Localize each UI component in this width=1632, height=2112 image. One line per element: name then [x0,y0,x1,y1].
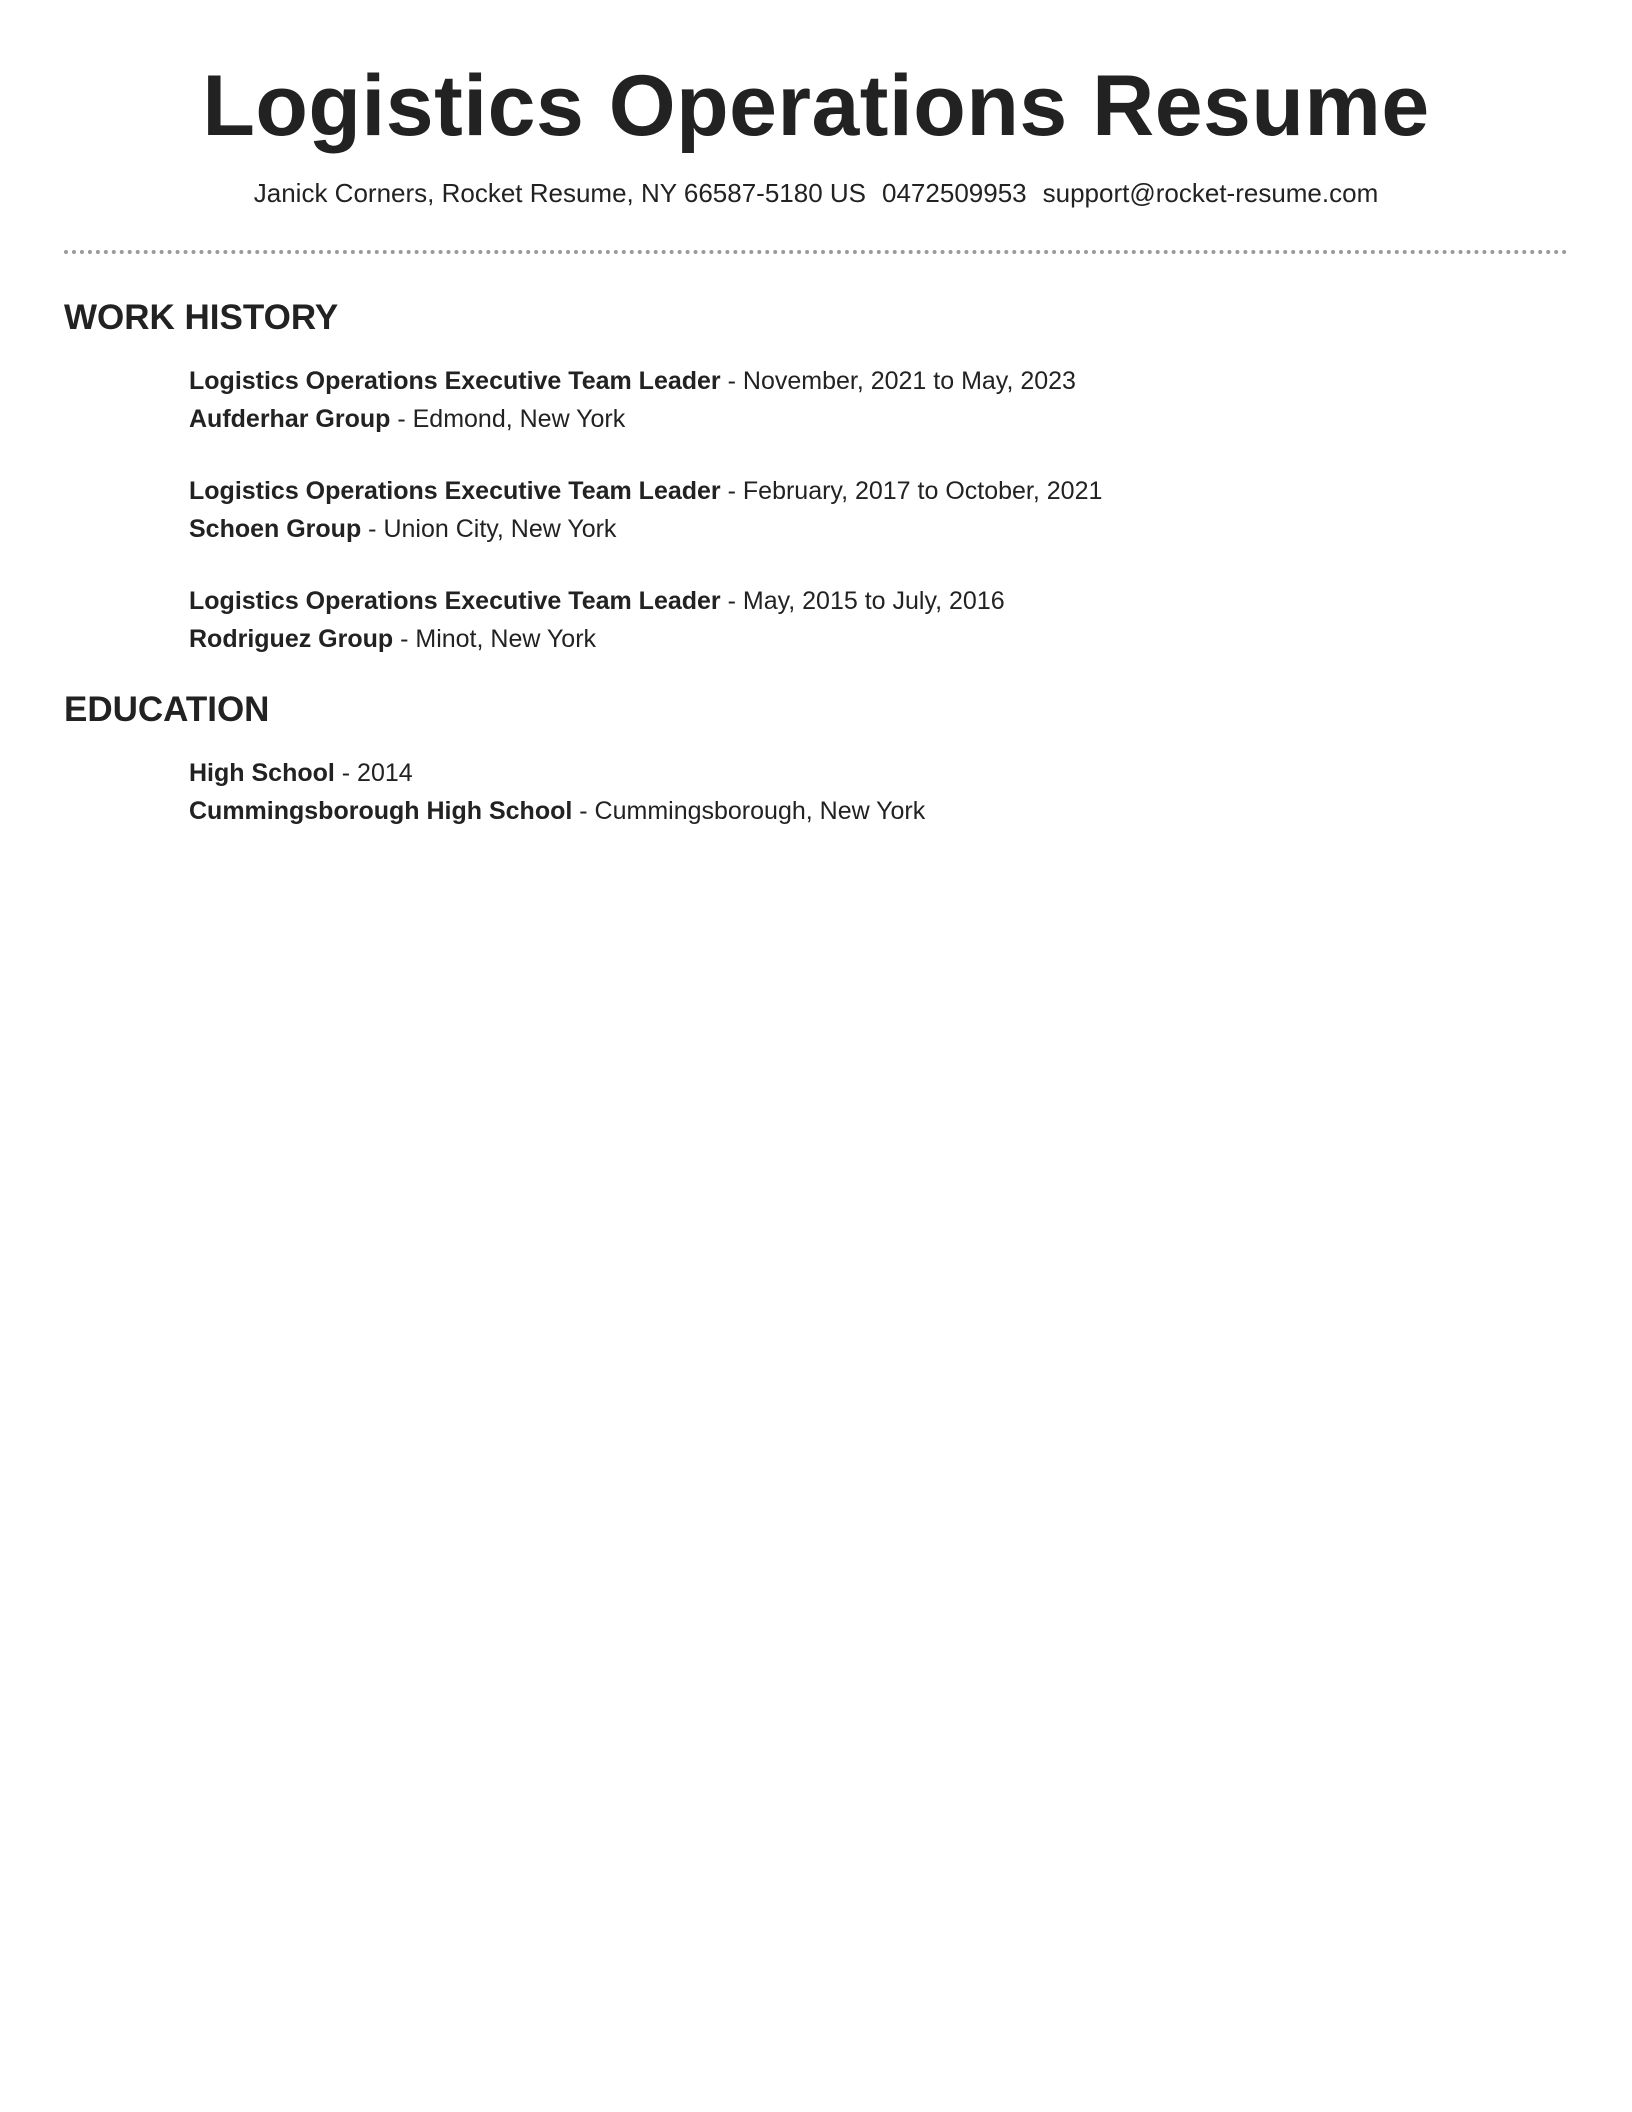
education-degree-line [189,754,1489,792]
work-entry-title-line [189,582,1489,620]
resume-page [64,0,1568,825]
company-location: Edmond, New York [412,405,626,433]
company-location: Union City, New York [383,515,617,543]
separator: - [572,797,595,825]
separator: - [720,587,743,615]
education-school-line [189,792,1489,830]
separator: - [390,405,413,433]
job-dates: May, 2015 to July, 2016 [742,587,1005,615]
work-entry-company-line [189,510,1489,548]
job-dates: February, 2017 to October, 2021 [742,477,1103,505]
job-dates: November, 2021 to May, 2023 [742,367,1076,395]
contact-address: Janick Corners, Rocket Resume, NY 66587-5180 US [253,178,867,208]
education-list [189,754,1489,830]
work-history-list [189,362,1489,658]
contact-line [64,176,1568,210]
company-name: Schoen Group [189,515,362,543]
company-name: Aufderhar Group [189,405,391,433]
work-entry-title-line [189,472,1489,510]
resume-title: Logistics Operations Resume [202,58,1430,154]
contact-email: support@rocket-resume.com [1042,178,1379,208]
work-entry [189,362,1489,438]
contact-phone: 0472509953 [882,178,1027,208]
school-location: Cummingsborough, New York [594,797,926,825]
work-entry-title-line [189,362,1489,400]
graduation-year: 2014 [357,759,413,787]
separator: - [393,625,416,653]
separator: - [720,477,743,505]
job-title: Logistics Operations Executive Team Leader [189,367,721,395]
header-divider [64,250,1568,254]
work-entry-company-line [189,400,1489,438]
work-history-heading: WORK HISTORY [64,298,339,337]
work-entry [189,472,1489,548]
education-heading: EDUCATION [64,690,270,729]
work-entry [189,582,1489,658]
company-location: Minot, New York [415,625,597,653]
company-name: Rodriguez Group [189,625,394,653]
degree: High School [189,759,335,787]
work-entry-company-line [189,620,1489,658]
separator: - [334,759,358,787]
job-title: Logistics Operations Executive Team Leader [189,587,721,615]
school-name: Cummingsborough High School [189,797,573,825]
job-title: Logistics Operations Executive Team Leader [189,477,721,505]
separator: - [720,367,743,395]
separator: - [361,515,384,543]
education-entry [189,754,1489,830]
